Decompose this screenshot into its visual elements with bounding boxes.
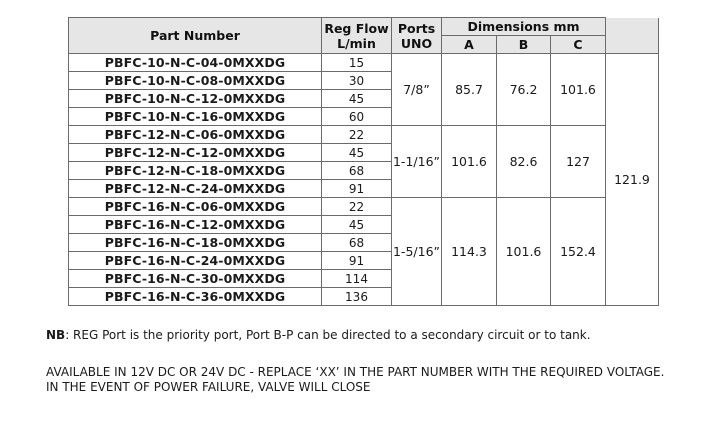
reg-flow-cell: 68 [322, 162, 392, 180]
reg-flow-cell: 136 [322, 288, 392, 306]
reg-flow-cell: 68 [322, 234, 392, 252]
table-row [69, 54, 659, 72]
header-ports-line2: UNO [400, 35, 433, 51]
reg-flow-cell: 91 [322, 180, 392, 198]
nb-label: NB [46, 328, 66, 342]
spec-table [68, 17, 659, 306]
part-number-cell: PBFC-10-N-C-16-0MXXDG [69, 108, 322, 126]
part-number-cell: PBFC-10-N-C-04-0MXXDG [69, 54, 322, 72]
port-size-cell: 1-1/16” [392, 126, 442, 198]
part-number-cell: PBFC-10-N-C-12-0MXXDG [69, 90, 322, 108]
part-number-cell: PBFC-10-N-C-08-0MXXDG [69, 72, 322, 90]
dim-b-cell: 82.6 [497, 126, 551, 198]
port-size-cell: 1-5/16” [392, 198, 442, 306]
dim-b-cell: 101.6 [497, 198, 551, 306]
reg-flow-cell: 22 [322, 198, 392, 216]
dim-c-cell: 152.4 [551, 198, 606, 306]
reg-flow-cell: 22 [322, 126, 392, 144]
dim-c-cell: 127 [551, 126, 606, 198]
reg-flow-cell: 45 [322, 90, 392, 108]
table-row [69, 198, 659, 216]
notes-section [46, 328, 664, 395]
reg-flow-cell: 114 [322, 270, 392, 288]
part-number-cell: PBFC-12-N-C-06-0MXXDG [69, 126, 322, 144]
voltage-note: AVAILABLE IN 12V DC OR 24V DC - REPLACE ‘XX’ IN THE PART NUMBER WITH THE REQUIRED VOLTAGE. [46, 365, 665, 379]
part-number-cell: PBFC-16-N-C-18-0MXXDG [69, 234, 322, 252]
header-reg-flow-line2: L/min [337, 35, 376, 51]
part-number-cell: PBFC-16-N-C-24-0MXXDG [69, 252, 322, 270]
power-failure-note: IN THE EVENT OF POWER FAILURE, VALVE WILL CLOSE [46, 380, 371, 394]
dim-c-cell: 101.6 [551, 54, 606, 126]
part-number-cell: PBFC-16-N-C-30-0MXXDG [69, 270, 322, 288]
reg-flow-cell: 45 [322, 144, 392, 162]
header-dimensions: Dimensions mm [442, 18, 606, 36]
reg-flow-cell: 60 [322, 108, 392, 126]
part-number-cell: PBFC-16-N-C-36-0MXXDG [69, 288, 322, 306]
dim-b-cell: 76.2 [497, 54, 551, 126]
spec-table-wrapper [68, 17, 659, 306]
header-dim-b: B [497, 36, 551, 54]
part-number-cell: PBFC-12-N-C-18-0MXXDG [69, 162, 322, 180]
reg-flow-cell: 30 [322, 72, 392, 90]
port-size-cell: 7/8” [392, 54, 442, 126]
part-number-cell: PBFC-16-N-C-06-0MXXDG [69, 198, 322, 216]
reg-flow-cell: 45 [322, 216, 392, 234]
part-number-cell: PBFC-12-N-C-12-0MXXDG [69, 144, 322, 162]
dim-a-cell: 101.6 [442, 126, 497, 198]
header-part-number: Part Number [69, 18, 322, 54]
dim-d-cell: 121.9 [606, 54, 659, 306]
nb-text: : REG Port is the priority port, Port B-P can be directed to a secondary circuit or to tank. [65, 328, 591, 342]
reg-flow-cell: 15 [322, 54, 392, 72]
header-dim-d-empty [606, 18, 659, 54]
header-reg-flow [322, 18, 392, 54]
nb-note [46, 328, 664, 343]
part-number-cell: PBFC-12-N-C-24-0MXXDG [69, 180, 322, 198]
dim-a-cell: 114.3 [442, 198, 497, 306]
header-ports-line1: Ports [397, 20, 436, 36]
header-ports [392, 18, 442, 54]
table-row [69, 126, 659, 144]
header-reg-flow-line1: Reg Flow [324, 20, 389, 36]
reg-flow-cell: 91 [322, 252, 392, 270]
dim-a-cell: 85.7 [442, 54, 497, 126]
header-dim-c: C [551, 36, 606, 54]
header-dim-a: A [442, 36, 497, 54]
part-number-cell: PBFC-16-N-C-12-0MXXDG [69, 216, 322, 234]
